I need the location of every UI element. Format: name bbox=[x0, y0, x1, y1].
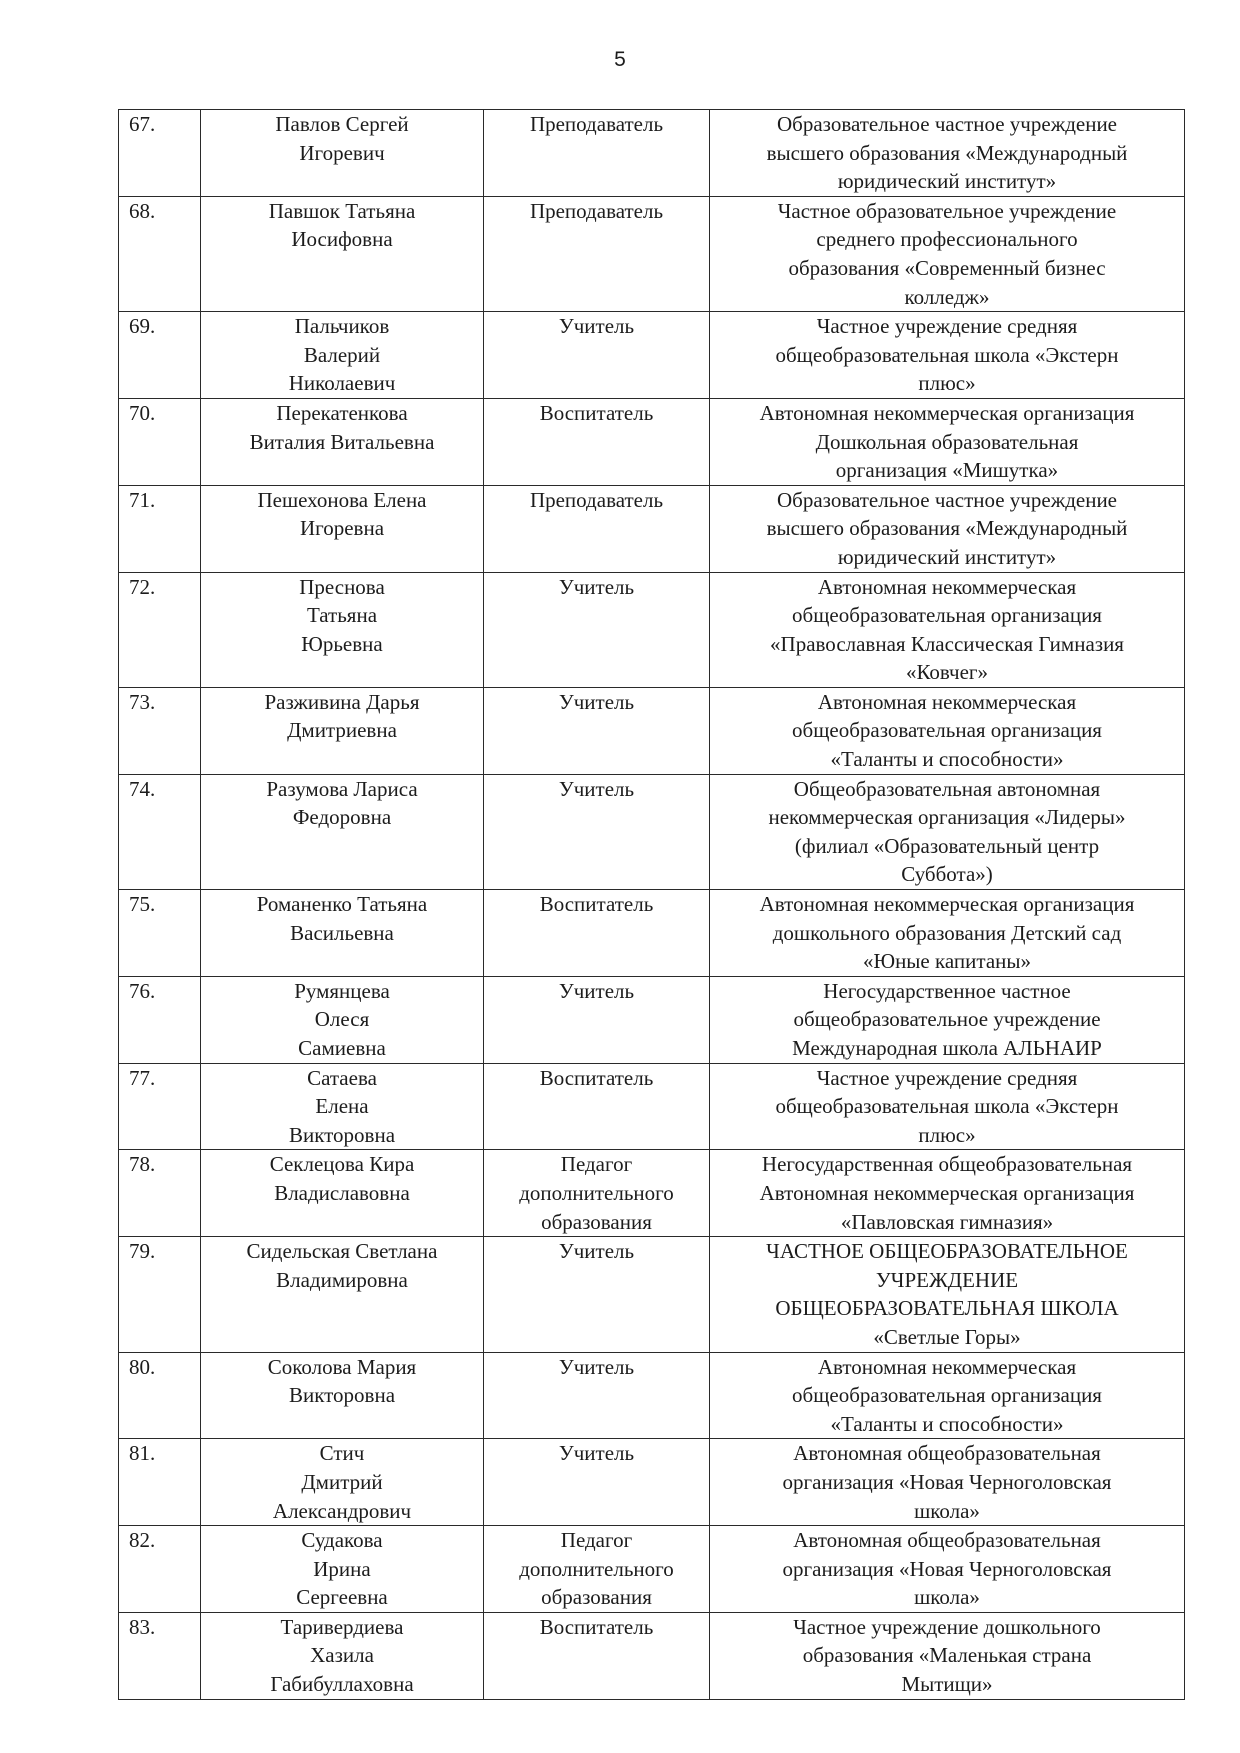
organization bbox=[710, 312, 1185, 399]
position bbox=[484, 572, 710, 687]
person-name-line: Игоревна bbox=[299, 516, 385, 541]
position-line: Учитель bbox=[558, 689, 635, 714]
table-row bbox=[119, 774, 1185, 889]
row-number: 81. bbox=[119, 1439, 201, 1526]
person-name-line: Секлецова Кира bbox=[269, 1152, 415, 1177]
row-number: 80. bbox=[119, 1352, 201, 1439]
person-name-line: Преснова bbox=[299, 574, 385, 599]
organization-line: среднего профессионального bbox=[816, 227, 1078, 252]
person-name-line: Романенко Татьяна bbox=[256, 892, 428, 917]
table-row bbox=[119, 687, 1185, 774]
organization-line: общеобразовательная школа «Экстерн bbox=[775, 342, 1119, 367]
organization-line: Частное учреждение средняя bbox=[816, 1065, 1078, 1090]
person-name bbox=[201, 1150, 484, 1237]
table-row bbox=[119, 196, 1185, 311]
table-row bbox=[119, 1612, 1185, 1699]
position-line: Учитель bbox=[558, 1354, 635, 1379]
organization-line: общеобразовательная организация bbox=[792, 718, 1102, 743]
organization bbox=[710, 774, 1185, 889]
organization-line: общеобразовательная организация bbox=[792, 1383, 1102, 1408]
organization bbox=[710, 110, 1185, 197]
position-line: Преподаватель bbox=[529, 487, 664, 512]
position-line: Педагог bbox=[560, 1152, 633, 1177]
position-line: Учитель bbox=[558, 776, 635, 801]
position-line: Воспитатель bbox=[539, 1614, 654, 1639]
person-name-line: Татьяна bbox=[306, 603, 378, 628]
organization-line: Негосударственная общеобразовательная bbox=[761, 1152, 1133, 1177]
position bbox=[484, 1150, 710, 1237]
position bbox=[484, 1612, 710, 1699]
person-name-line: Судакова bbox=[301, 1528, 383, 1553]
organization-line: Мытищи» bbox=[901, 1672, 993, 1697]
organization-line: организация «Новая Черноголовская bbox=[782, 1469, 1112, 1494]
organization-line: Автономная общеобразовательная bbox=[793, 1441, 1101, 1466]
person-name-line: Александрович bbox=[272, 1498, 412, 1523]
position bbox=[484, 1063, 710, 1150]
organization-line: Образовательное частное учреждение bbox=[776, 112, 1118, 136]
organization-line: «Ковчег» bbox=[905, 660, 989, 685]
organization-line: «Православная Классическая Гимназия bbox=[770, 631, 1124, 656]
row-number: 74. bbox=[119, 774, 201, 889]
organization-line: некоммерческая организация «Лидеры» bbox=[768, 805, 1126, 830]
person-name-line: Владимировна bbox=[276, 1267, 408, 1292]
table-row bbox=[119, 312, 1185, 399]
organization-line: «Юные капитаны» bbox=[862, 949, 1031, 974]
position-line: Преподаватель bbox=[529, 112, 664, 136]
person-name-line: Сидельская Светлана bbox=[246, 1239, 438, 1264]
person-name-line: Румянцева bbox=[294, 978, 390, 1003]
person-name-line: Павлов Сергей bbox=[275, 112, 409, 136]
position-line: дополнительного bbox=[519, 1180, 674, 1205]
table-row bbox=[119, 485, 1185, 572]
person-name-line: Таривердиева bbox=[280, 1614, 404, 1639]
position bbox=[484, 1352, 710, 1439]
person-name-line: Разумова Лариса bbox=[266, 776, 418, 801]
person-name bbox=[201, 1237, 484, 1352]
person-name-line: Габибуллаховна bbox=[270, 1672, 414, 1697]
organization bbox=[710, 687, 1185, 774]
person-name-line: Викторовна bbox=[288, 1122, 396, 1147]
position bbox=[484, 485, 710, 572]
organization bbox=[710, 398, 1185, 485]
person-name-line: Иосифовна bbox=[291, 227, 393, 252]
organization bbox=[710, 1439, 1185, 1526]
organization-line: плюс» bbox=[918, 371, 976, 396]
position-line: Учитель bbox=[558, 1441, 635, 1466]
position-line: дополнительного bbox=[519, 1556, 674, 1581]
organization-line: образования «Современный бизнес bbox=[788, 255, 1106, 280]
person-name-line: Разживина Дарья bbox=[264, 689, 420, 714]
organization-line: юридический институт» bbox=[837, 169, 1057, 194]
position-line: образования bbox=[541, 1209, 652, 1234]
organization-line: ОБЩЕОБРАЗОВАТЕЛЬНАЯ ШКОЛА bbox=[775, 1296, 1119, 1321]
person-name bbox=[201, 1439, 484, 1526]
organization-line: высшего образования «Международный bbox=[766, 516, 1128, 541]
table-row bbox=[119, 110, 1185, 197]
organization-line: Общеобразовательная автономная bbox=[793, 776, 1101, 801]
row-number: 72. bbox=[119, 572, 201, 687]
person-name bbox=[201, 110, 484, 197]
organization bbox=[710, 485, 1185, 572]
organization-line: Автономная некоммерческая bbox=[817, 689, 1077, 714]
row-number: 71. bbox=[119, 485, 201, 572]
person-name-line: Пешехонова Елена bbox=[257, 487, 427, 512]
position bbox=[484, 774, 710, 889]
organization-line: организация «Новая Черноголовская bbox=[782, 1556, 1112, 1581]
row-number: 68. bbox=[119, 196, 201, 311]
organization-line: образования «Маленькая страна bbox=[802, 1643, 1092, 1668]
table-row bbox=[119, 890, 1185, 977]
person-name-line: Пальчиков bbox=[294, 314, 390, 339]
row-number: 75. bbox=[119, 890, 201, 977]
person-name-line: Васильевна bbox=[290, 920, 394, 945]
person-name bbox=[201, 485, 484, 572]
person-name-line: Владиславовна bbox=[274, 1180, 410, 1205]
person-name-line: Викторовна bbox=[288, 1383, 396, 1408]
row-number: 77. bbox=[119, 1063, 201, 1150]
organization-line: Автономная некоммерческая bbox=[817, 574, 1077, 599]
person-name bbox=[201, 1352, 484, 1439]
organization bbox=[710, 1063, 1185, 1150]
organization-line: Суббота») bbox=[901, 862, 993, 887]
staff-table-body bbox=[119, 110, 1185, 1700]
position bbox=[484, 398, 710, 485]
organization-line: Негосударственное частное bbox=[823, 978, 1071, 1003]
table-row bbox=[119, 1063, 1185, 1150]
person-name-line: Павшок Татьяна bbox=[268, 198, 416, 223]
organization-line: высшего образования «Международный bbox=[766, 140, 1128, 165]
person-name-line: Валерий bbox=[303, 342, 381, 367]
organization-line: (филиал «Образовательный центр bbox=[794, 833, 1100, 858]
position bbox=[484, 312, 710, 399]
person-name-line: Елена bbox=[315, 1094, 369, 1119]
organization-line: «Таланты и способности» bbox=[830, 747, 1064, 772]
organization-line: Частное учреждение средняя bbox=[816, 314, 1078, 339]
organization-line: Частное образовательное учреждение bbox=[777, 198, 1117, 223]
position bbox=[484, 110, 710, 197]
organization-line: Дошкольная образовательная bbox=[815, 429, 1079, 454]
organization-line: колледж» bbox=[904, 284, 990, 309]
person-name bbox=[201, 312, 484, 399]
person-name bbox=[201, 572, 484, 687]
organization bbox=[710, 1526, 1185, 1613]
organization-line: организация «Мишутка» bbox=[835, 458, 1059, 483]
position-line: Преподаватель bbox=[529, 198, 664, 223]
person-name bbox=[201, 774, 484, 889]
organization-line: дошкольного образования Детский сад bbox=[772, 920, 1122, 945]
row-number: 69. bbox=[119, 312, 201, 399]
position bbox=[484, 976, 710, 1063]
position bbox=[484, 1439, 710, 1526]
position-line: образования bbox=[541, 1585, 652, 1610]
position-line: Учитель bbox=[558, 978, 635, 1003]
table-row bbox=[119, 1439, 1185, 1526]
organization bbox=[710, 890, 1185, 977]
table-row bbox=[119, 1150, 1185, 1237]
position-line: Учитель bbox=[558, 574, 635, 599]
position-line: Педагог bbox=[560, 1528, 633, 1553]
organization-line: общеобразовательная школа «Экстерн bbox=[775, 1094, 1119, 1119]
person-name-line: Сатаева bbox=[307, 1065, 377, 1090]
person-name bbox=[201, 196, 484, 311]
person-name-line: Соколова Мария bbox=[267, 1354, 417, 1379]
position bbox=[484, 1237, 710, 1352]
table-row bbox=[119, 1526, 1185, 1613]
person-name-line: Виталия Витальевна bbox=[249, 429, 435, 454]
organization bbox=[710, 976, 1185, 1063]
organization bbox=[710, 1612, 1185, 1699]
page-number: 5 bbox=[614, 48, 626, 71]
organization-line: УЧРЕЖДЕНИЕ bbox=[875, 1267, 1019, 1292]
person-name-line: Стич bbox=[319, 1441, 365, 1466]
organization bbox=[710, 572, 1185, 687]
person-name bbox=[201, 1063, 484, 1150]
person-name bbox=[201, 976, 484, 1063]
person-name-line: Перекатенкова bbox=[276, 400, 408, 425]
organization-line: ЧАСТНОЕ ОБЩЕОБРАЗОВАТЕЛЬНОЕ bbox=[766, 1239, 1128, 1264]
person-name-line: Олеся bbox=[314, 1007, 370, 1032]
position-line: Воспитатель bbox=[539, 1065, 654, 1090]
organization bbox=[710, 1352, 1185, 1439]
table-row bbox=[119, 1352, 1185, 1439]
table-row bbox=[119, 398, 1185, 485]
row-number: 67. bbox=[119, 110, 201, 197]
row-number: 82. bbox=[119, 1526, 201, 1613]
organization-line: «Таланты и способности» bbox=[830, 1411, 1064, 1436]
organization-line: плюс» bbox=[918, 1122, 976, 1147]
person-name-line: Сергеевна bbox=[296, 1585, 388, 1610]
organization-line: общеобразовательная организация bbox=[792, 603, 1102, 628]
organization bbox=[710, 196, 1185, 311]
organization-line: Автономная некоммерческая организация bbox=[759, 1180, 1135, 1205]
table-row bbox=[119, 572, 1185, 687]
person-name-line: Федоровна bbox=[292, 805, 392, 830]
table-row bbox=[119, 976, 1185, 1063]
person-name-line: Николаевич bbox=[288, 371, 396, 396]
organization-line: общеобразовательное учреждение bbox=[793, 1007, 1101, 1032]
organization-line: Образовательное частное учреждение bbox=[776, 487, 1118, 512]
organization-line: Автономная некоммерческая организация bbox=[759, 892, 1135, 917]
organization-line: «Светлые Горы» bbox=[873, 1324, 1021, 1349]
position-line: Учитель bbox=[558, 1239, 635, 1264]
position bbox=[484, 687, 710, 774]
person-name-line: Ирина bbox=[313, 1556, 371, 1581]
organization-line: «Павловская гимназия» bbox=[840, 1209, 1054, 1234]
organization-line: школа» bbox=[914, 1585, 980, 1610]
position bbox=[484, 196, 710, 311]
position-line: Воспитатель bbox=[539, 892, 654, 917]
organization bbox=[710, 1237, 1185, 1352]
organization-line: школа» bbox=[914, 1498, 980, 1523]
person-name bbox=[201, 1612, 484, 1699]
person-name bbox=[201, 398, 484, 485]
staff-table bbox=[118, 109, 1185, 1700]
organization-line: Автономная некоммерческая организация bbox=[759, 400, 1135, 425]
position-line: Учитель bbox=[558, 314, 635, 339]
organization-line: юридический институт» bbox=[837, 544, 1057, 569]
person-name-line: Дмитриевна bbox=[287, 718, 397, 743]
person-name-line: Дмитрий bbox=[301, 1469, 383, 1494]
position bbox=[484, 1526, 710, 1613]
person-name-line: Хазила bbox=[310, 1643, 374, 1668]
person-name-line: Игоревич bbox=[299, 140, 385, 165]
organization-line: Автономная некоммерческая bbox=[817, 1354, 1077, 1379]
row-number: 73. bbox=[119, 687, 201, 774]
person-name bbox=[201, 890, 484, 977]
row-number: 70. bbox=[119, 398, 201, 485]
row-number: 78. bbox=[119, 1150, 201, 1237]
organization-line: Международная школа АЛЬНАИР bbox=[792, 1036, 1102, 1060]
position bbox=[484, 890, 710, 977]
person-name bbox=[201, 687, 484, 774]
organization-line: Автономная общеобразовательная bbox=[793, 1528, 1101, 1553]
position-line: Воспитатель bbox=[539, 400, 654, 425]
person-name-line: Самиевна bbox=[298, 1036, 386, 1060]
person-name-line: Юрьевна bbox=[301, 631, 383, 656]
table-row bbox=[119, 1237, 1185, 1352]
organization bbox=[710, 1150, 1185, 1237]
row-number: 83. bbox=[119, 1612, 201, 1699]
person-name bbox=[201, 1526, 484, 1613]
row-number: 76. bbox=[119, 976, 201, 1063]
row-number: 79. bbox=[119, 1237, 201, 1352]
organization-line: Частное учреждение дошкольного bbox=[793, 1614, 1101, 1639]
